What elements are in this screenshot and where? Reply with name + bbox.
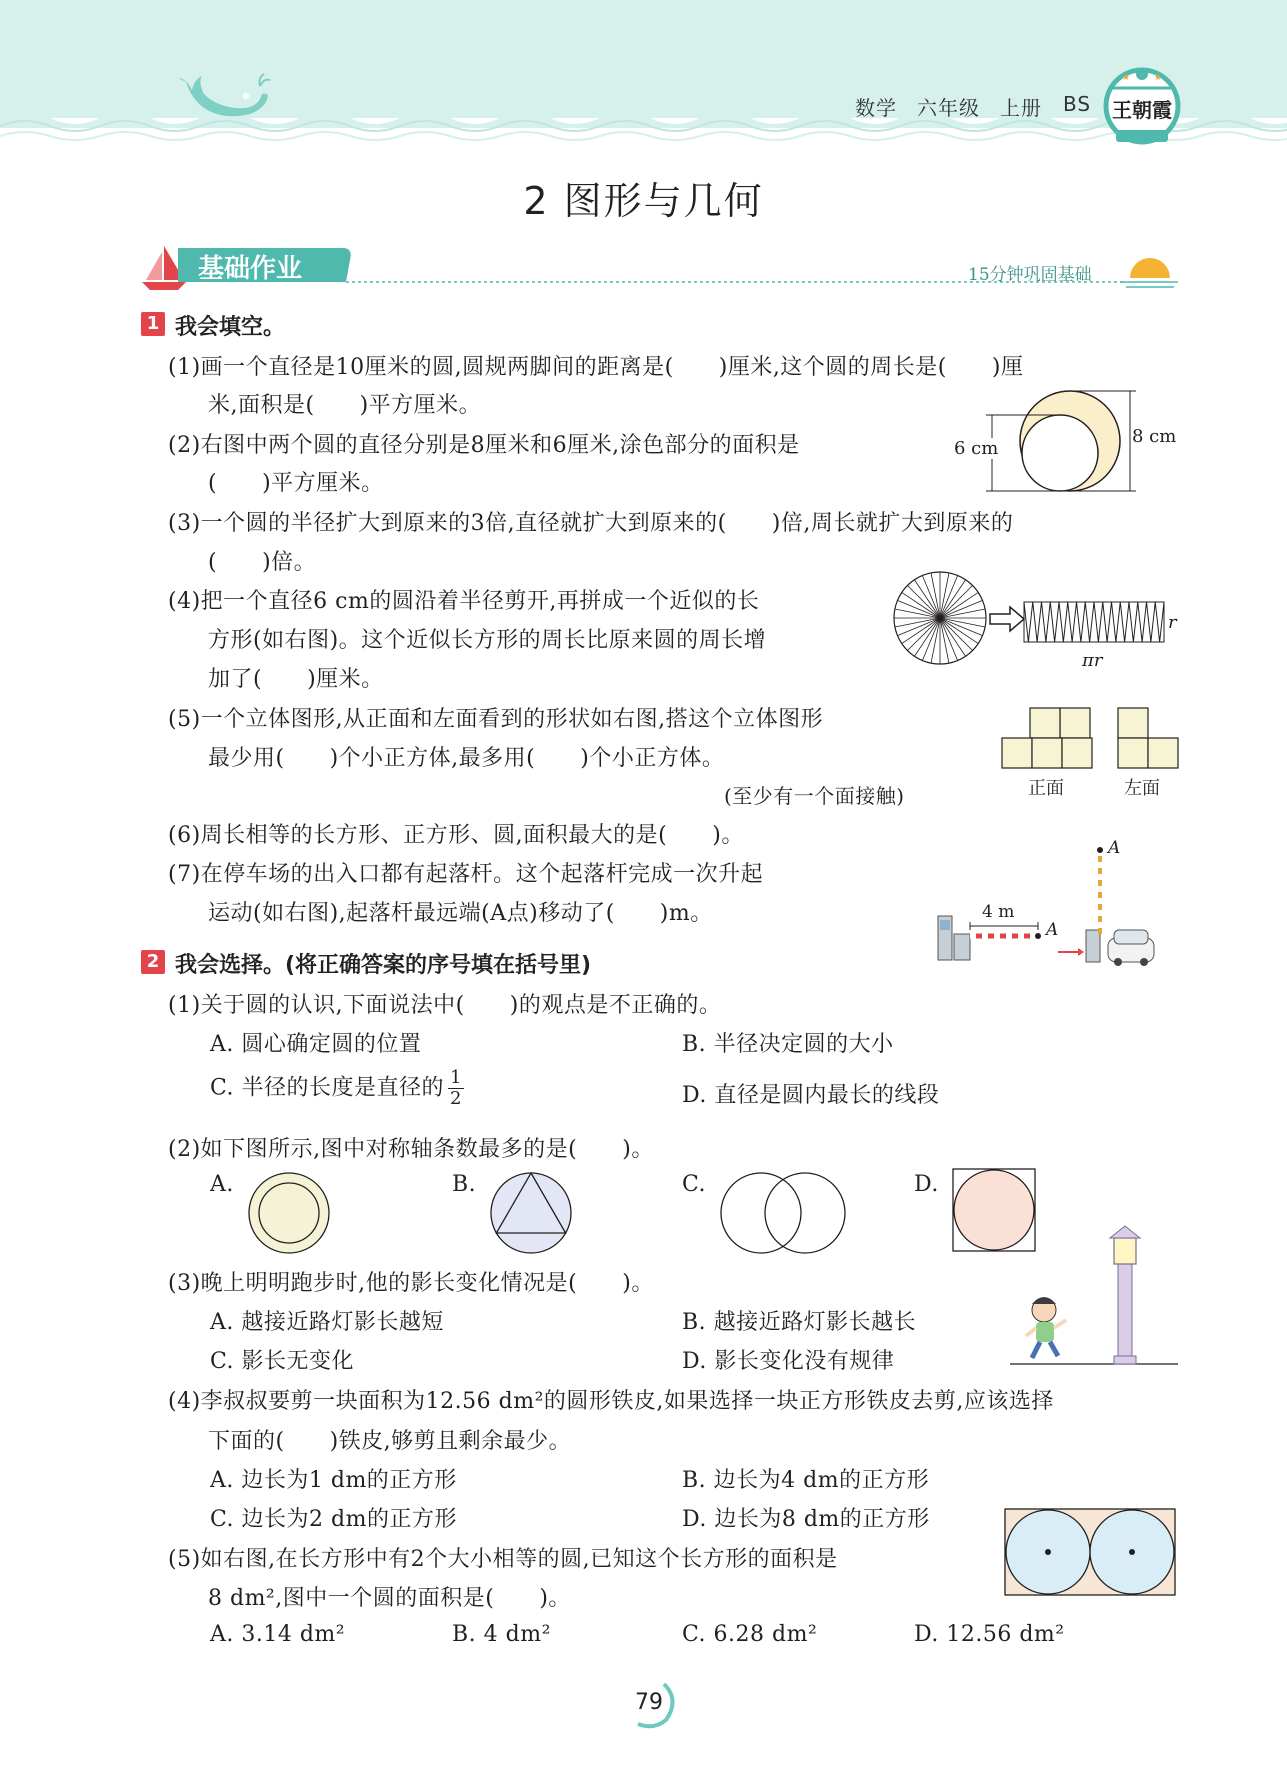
q2-option: B. 4 dm²: [452, 1622, 551, 1647]
two-circles-in-rectangle-figure: [1004, 1508, 1176, 1596]
q1-line: 加了( )厘米。: [208, 667, 384, 692]
q2-stem: (3)晚上明明跑步时,他的影长变化情况是( )。: [168, 1271, 654, 1296]
q2-option: C. 6.28 dm²: [682, 1622, 818, 1647]
q2-option: C. 影长无变化: [210, 1349, 355, 1374]
q1-line: ( )倍。: [208, 550, 317, 575]
q2-option: A. 3.14 dm²: [210, 1622, 346, 1647]
option-a-concentric-circles: [246, 1170, 332, 1256]
option-c-two-circles: [718, 1170, 848, 1256]
question-heading-1: 我会填空。: [175, 315, 286, 340]
fraction-denominator: 2: [450, 1088, 462, 1109]
left-view-label: 左面: [1124, 778, 1160, 799]
zigzag-sectors: [1024, 602, 1164, 642]
q2-stem: (5)如右图,在长方形中有2个大小相等的圆,已知这个长方形的面积是: [168, 1547, 838, 1572]
q1-line: ( )平方厘米。: [208, 471, 384, 496]
circle-to-rectangle-figure: [890, 568, 1180, 678]
q2-stem-continued: 下面的( )铁皮,够剪且剩余最少。: [208, 1429, 572, 1454]
fraction-one-half: [448, 1068, 464, 1109]
q2-option: D. 影长变化没有规律: [682, 1349, 895, 1374]
q2-option: D. 直径是圆内最长的线段: [682, 1083, 940, 1108]
q1-line: (7)在停车场的出入口都有起落杆。这个起落杆完成一次升起: [168, 862, 764, 887]
page-title: 2 图形与几何: [523, 179, 764, 223]
subject-label: 数学: [855, 96, 897, 120]
volume-label: 上册: [1000, 96, 1042, 120]
q2-option: D. 边长为8 dm的正方形: [682, 1507, 930, 1532]
three-view-figure: [1000, 706, 1180, 799]
q2-option: D.: [914, 1172, 939, 1197]
question-heading-2: 我会选择。(将正确答案的序号填在括号里): [175, 953, 592, 978]
two-circles-figure: [954, 386, 1180, 496]
q1-line: (3)一个圆的半径扩大到原来的3倍,直径就扩大到原来的( )倍,周长就扩大到原来的: [168, 511, 1014, 536]
whale-icon: [176, 72, 276, 132]
q2-option-with-fraction: [210, 1068, 464, 1109]
q2-stem: (2)如下图所示,图中对称轴条数最多的是( )。: [168, 1137, 654, 1162]
q2-option: A. 圆心确定圆的位置: [210, 1032, 422, 1057]
q2-option: D. 12.56 dm²: [914, 1622, 1065, 1647]
question-number-1: 1: [141, 312, 165, 336]
grade-label: 六年级: [917, 96, 980, 120]
parking-gate-figure: [930, 838, 1170, 968]
page-number-badge: [614, 1670, 684, 1730]
question-number-2: 2: [141, 950, 165, 974]
q2-option: B. 半径决定圆的大小: [682, 1032, 894, 1057]
q2-stem: (1)关于圆的认识,下面说法中( )的观点是不正确的。: [168, 993, 722, 1018]
q2-stem: (4)李叔叔要剪一块面积为12.56 dm²的圆形铁皮,如果选择一块正方形铁皮去剪,应该选择: [168, 1389, 1054, 1414]
q2-stem-continued: 8 dm²,图中一个圆的面积是( )。: [208, 1586, 571, 1611]
small-diameter-label: 6 cm: [954, 438, 999, 459]
q2-option: B. 越接近路灯影长越长: [682, 1310, 917, 1335]
q2-option: C. 半径的长度是直径的: [210, 1075, 445, 1101]
running-boy-and-streetlamp-illustration: [1010, 1224, 1180, 1368]
rect-height-label: r: [1168, 612, 1177, 633]
q2-option: A. 边长为1 dm的正方形: [210, 1468, 457, 1493]
q1-line: (5)一个立体图形,从正面和左面看到的形状如右图,搭这个立体图形: [168, 707, 824, 732]
q1-line: (6)周长相等的长方形、正方形、圆,面积最大的是( )。: [168, 823, 744, 848]
q1-line: (1)画一个直径是10厘米的圆,圆规两脚间的距离是( )厘米,这个圆的周长是( )厘: [168, 355, 1024, 380]
q1-line: 方形(如右图)。这个近似长方形的周长比原来圆的周长增: [208, 628, 767, 653]
section-label: 基础作业: [198, 254, 303, 284]
q1-line: (2)右图中两个圆的直径分别是8厘米和6厘米,涂色部分的面积是: [168, 433, 800, 458]
fraction-numerator: 1: [450, 1067, 462, 1088]
q2-option: B. 边长为4 dm的正方形: [682, 1468, 930, 1493]
page-number: 79: [635, 1690, 663, 1715]
q2-option: A.: [210, 1172, 234, 1197]
q1-line: 米,面积是( )平方厘米。: [208, 393, 482, 418]
big-diameter-label: 8 cm: [1132, 426, 1177, 447]
front-view-label: 正面: [1028, 778, 1064, 799]
q2-option: B.: [452, 1172, 477, 1197]
section-slogan: 15分钟巩固基础: [968, 265, 1092, 285]
q1-line: (4)把一个直径6 cm的圆沿着半径剪开,再拼成一个近似的长: [168, 589, 760, 614]
q1-line: 最少用( )个小正方体,最多用( )个小正方体。: [208, 746, 725, 771]
section-banner: [138, 242, 1178, 292]
brand-logo: [1102, 60, 1182, 150]
q2-option: A. 越接近路灯影长越短: [210, 1310, 444, 1335]
q2-option: C.: [682, 1172, 707, 1197]
q1-line: 运动(如右图),起落杆最远端(A点)移动了( )m。: [208, 901, 713, 926]
option-b-triangle-in-circle: [488, 1170, 574, 1256]
q1-line: (至少有一个面接触): [724, 784, 905, 808]
svg-text:★: ★: [1122, 73, 1131, 83]
brand-logo-text: 王朝霞: [1112, 98, 1172, 122]
point-a-top-label: A: [1108, 838, 1121, 858]
point-a-end-label: A: [1046, 920, 1059, 940]
svg-text:★: ★: [1154, 73, 1163, 83]
edition-label: BS: [1063, 92, 1092, 116]
q2-option: C. 边长为2 dm的正方形: [210, 1507, 457, 1532]
rect-width-label: πr: [1082, 650, 1103, 671]
bar-length-label: 4 m: [982, 902, 1015, 922]
